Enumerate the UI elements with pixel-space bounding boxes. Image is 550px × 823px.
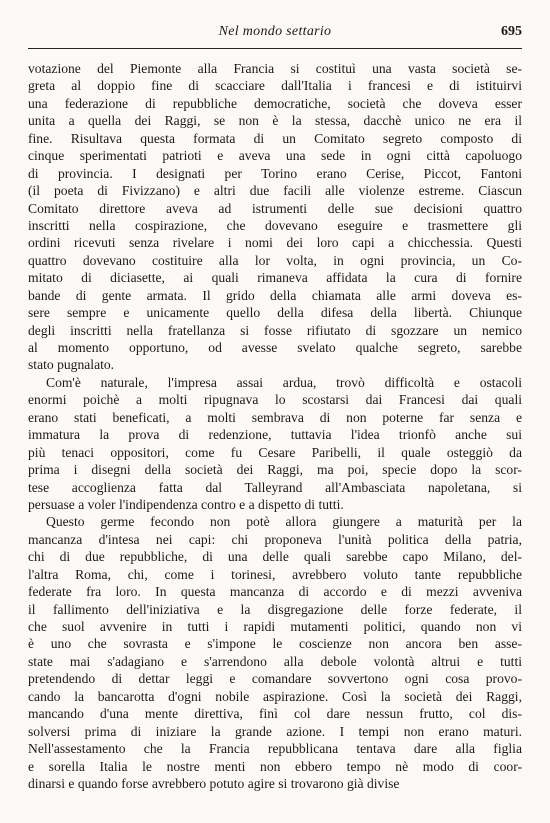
text-line: persuase a voler l'indipendenza contro e a dispetto di tutti. bbox=[28, 496, 344, 512]
text-line: Comitato direttore aveva ad istrumenti delle sue decisioni quattro bbox=[28, 200, 522, 216]
text-line: più tenaci oppositori, come fu Cesare Paribelli, il quale osteggiò da bbox=[28, 444, 522, 460]
page-header bbox=[28, 22, 522, 49]
text-line: solversi prima di iniziare la grande azione. I tempi non erano maturi. bbox=[28, 723, 522, 739]
text-line: ordini ricevuti senza rivelare i nomi dei loro capi a chicchessia. Questi bbox=[28, 235, 522, 251]
text-line: stato pugnalato. bbox=[28, 357, 115, 373]
text-line: di provincia. I designati per Torino erano Cerise, Piccot, Fantoni bbox=[28, 165, 522, 181]
text-line: mitato di diciasette, ai quali rimaneva affidata la cura di fornire bbox=[28, 270, 522, 286]
text-line: fine. Risultava questa formata di un Comitato segreto composto di bbox=[28, 130, 522, 146]
text-line: degli inscritti nella fratellanza si fosse rifiutato di sgozzare un nemico bbox=[28, 322, 522, 338]
text-line: federate fra loro. In questa mancanza di accordo e di mezzi avveniva bbox=[28, 584, 522, 600]
text-line: tese accoglienza fatta dal Talleyrand all'Ambasciata napoletana, si bbox=[28, 479, 522, 495]
text-line: e sorella Italia le nostre menti non ebbero tempo nè modo di coor- bbox=[28, 758, 522, 774]
text-line: quattro dovevano costituire alla lor volta, in ogni provincia, un Co- bbox=[28, 252, 522, 268]
text-line: sere sempre e unicamente quello della difesa della libertà. Chiunque bbox=[28, 305, 522, 321]
page-number: 695 bbox=[501, 24, 522, 39]
text-line: unita a quella dei Raggi, se non è la stessa, dacchè unico ne era il bbox=[28, 113, 522, 129]
text-line: erano stati beneficati, a molti sembrava di non poterne far senza e bbox=[28, 409, 522, 425]
text-line: Com'è naturale, l'impresa assai ardua, trovò difficoltà e ostacoli bbox=[46, 374, 522, 390]
paragraph bbox=[28, 374, 522, 514]
text-line: pretendendo di dettar leggi e comandare sovvertono ogni cosa provo- bbox=[28, 671, 522, 687]
text-line: votazione del Piemonte alla Francia si costituì una vasta società se- bbox=[28, 61, 522, 76]
text-line: bande di gente armata. Il grido della chiamata alle armi doveva es- bbox=[28, 287, 522, 303]
text-line: cinque sperimentati patrioti e aveva una sede in ogni città capoluogo bbox=[28, 148, 522, 164]
text-line: prima i disegni della società dei Raggi, ma poi, specie dopo la scor- bbox=[28, 462, 522, 478]
text-line: una federazione di repubbliche democratiche, società che doveva esser bbox=[28, 95, 522, 111]
paragraph bbox=[28, 513, 522, 792]
text-line: inscritti nella cospirazione, che dovevano eseguire e trasmettere gli bbox=[28, 217, 522, 233]
text-line: Questo germe fecondo non potè allora giungere a maturità per la bbox=[46, 514, 522, 530]
running-title: Nel mondo settario bbox=[218, 24, 332, 39]
text-line: state mai s'adagiano e s'arrendono alla debole volontà altrui e tutti bbox=[28, 653, 522, 669]
text-line: immatura la prova di redenzione, tuttavia l'idea trionfò anche sui bbox=[28, 427, 522, 443]
text-line: greta al doppio fine di scacciare dall'Italia i francesi e di istituirvi bbox=[28, 78, 522, 94]
text-line: chi di due repubbliche, di una delle quali sarebbe capo Milano, del- bbox=[28, 549, 522, 565]
text-line: che suol avvenire in tutti i rapidi mutamenti politici, quando non vi bbox=[28, 619, 522, 634]
text-line: al momento opportuno, od avesse svelato qualche segreto, sarebbe bbox=[28, 340, 522, 355]
text-line: mancando d'una mente direttiva, finì col dare nessun frutto, col dis- bbox=[28, 706, 522, 722]
text-line: cando la bancarotta d'ogni nobile aspirazione. Così la società dei Raggi, bbox=[28, 688, 522, 704]
text-line: il fallimento dell'iniziativa e la disgregazione delle forze federate, il bbox=[28, 601, 522, 617]
text-line: Nell'assestamento che la Francia repubblicana tentava dare alla figlia bbox=[28, 741, 522, 757]
text-line: mancanza d'intesa nei capi: chi proponeva l'unità politica della patria, bbox=[28, 531, 522, 547]
text-line: dinarsi e quando forse avrebbero potuto agire si trovarono già divise bbox=[28, 775, 400, 791]
paragraph bbox=[28, 60, 522, 374]
text-line: (il poeta di Fivizzano) e altri due facili alle violenze estreme. Ciascun bbox=[28, 183, 522, 199]
text-line: enormi poichè a molti ripugnava lo scostarsi dai Francesi dai quali bbox=[28, 392, 522, 408]
text-line: è uno che sovrasta e s'impone le coscienze non ancora ben asse- bbox=[28, 636, 522, 652]
text-line: l'altra Roma, chi, come i torinesi, avrebbero voluto tante repubbliche bbox=[28, 566, 522, 582]
body-text bbox=[28, 60, 522, 792]
